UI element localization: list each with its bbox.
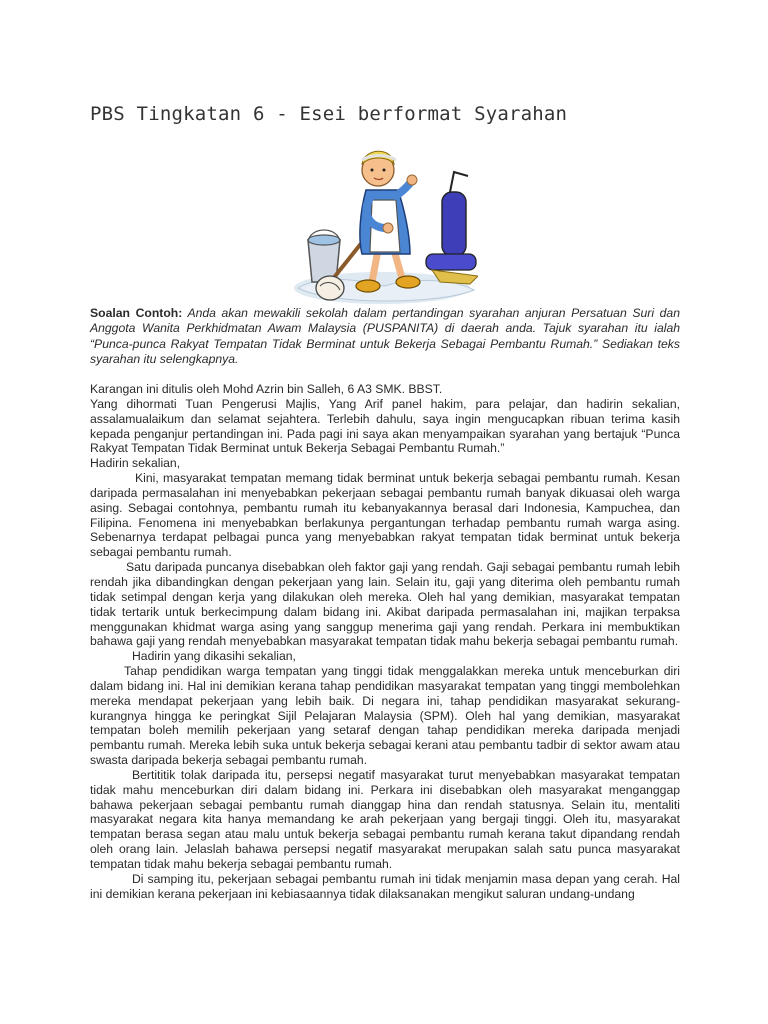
paragraph-greeting: Yang dihormati Tuan Pengerusi Majlis, Yang Arif panel hakim, para pelajar, dan hadirin sekalian, assalamualaikum dan selamat sejahtera. Terlebih dahulu, saya ingin mengucapkan ribuan terima kasih kepada penganjur pertandingan ini. Pada pagi ini saya akan menyampaikan syarahan yang bertajuk “Punca Rakyat Tempatan Tidak Berminat untuk Bekerja Sebagai Pembantu Rumah.” (90, 396, 680, 456)
question-block (90, 306, 680, 368)
question-label: Soalan Contoh: (90, 306, 183, 320)
paragraph-perception: Bertititik tolak daripada itu, persepsi negatif masyarakat turut menyebabkan masyarakat tempatan tidak mahu menceburkan diri dalam bidang ini. Perkara ini disebabkan oleh masyarakat menganggap bahawa pekerjaan sebagai pembantu rumah dianggap hina dan rendah statusnya. Selain itu, mentaliti masyarakat negara kita hanya memandang ke arah pekerjaan yang bergaji tinggi. Oleh itu, masyarakat tempatan berasa segan atau malu untuk bekerja sebagai pembantu rumah kerana takut dipandang rendah oleh orang lain. Jelaslah bahawa persepsi negatif masyarakat merupakan salah satu punca masyarakat tempatan tidak mahu bekerja sebagai pembantu rumah. (90, 767, 680, 871)
paragraph-address-2: Hadirin yang dikasihi sekalian, (132, 649, 296, 664)
paragraph-address: Hadirin sekalian, (90, 456, 181, 471)
paragraph-future: Di samping itu, pekerjaan sebagai pembantu rumah ini tidak menjamin masa depan yang cerah. Hal ini demikian kerana pekerjaan ini kebiasaannya tidak dilaksanakan mengikut saluran undang-undang (90, 871, 680, 901)
page-title: PBS Tingkatan 6 - Esei berformat Syarahan (90, 103, 568, 125)
cleaning-maid-illustration-icon (292, 142, 478, 310)
paragraph-education: Tahap pendidikan warga tempatan yang tinggi tidak menggalakkan mereka untuk menceburkan diri dalam bidang ini. Hal ini demikian kerana tahap pendidikan masyarakat tempatan yang tinggi membolehkan mereka mendapat pekerjaan yang lebih baik. Di negara ini, tahap pendidikan masyarakat sekurang-kurangnya hingga ke peringkat Sijil Pelajaran Malaysia (SPM). Oleh hal yang demikian, masyarakat tempatan boleh memilih pekerjaan yang setaraf dengan tahap pendidikan mereka daripada menjadi pembantu rumah. Mereka lebih suka untuk bekerja sebagai kerani atau pembantu tadbir di sektor awam atau swasta daripada bekerja sebagai pembantu rumah. (90, 664, 680, 768)
essay-body (90, 382, 680, 902)
question-text: Anda akan mewakili sekolah dalam pertandingan syarahan anjuran Persatuan Suri dan Anggota Wanita Perkhidmatan Awam Malaysia (PUSPANITA) di daerah anda. Tajuk syarahan itu ialah “Punca-punca Rakyat Tempatan Tidak Berminat untuk Bekerja Sebagai Pembantu Rumah.” Sediakan teks syarahan itu selengkapnya. (90, 306, 680, 367)
paragraph-salary: Satu daripada puncanya disebabkan oleh faktor gaji yang rendah. Gaji sebagai pembantu rumah lebih rendah jika dibandingkan dengan pekerjaan yang lain. Selain itu, gaji yang diterima oleh pembantu rumah tidak setimpal dengan kerja yang dilakukan oleh mereka. Oleh hal yang demikian, masyarakat tempatan tidak tertarik untuk berkecimpung dalam bidang ini. Akibat daripada permasalahan ini, majikan terpaksa menggunakan khidmat warga asing yang sanggup menerima gaji yang rendah. Perkara ini membuktikan bahawa gaji yang rendah menyebabkan masyarakat tempatan tidak mahu bekerja sebagai pembantu rumah. (90, 560, 680, 649)
paragraph-intro: Kini, masyarakat tempatan memang tidak berminat untuk bekerja sebagai pembantu rumah. Kesan daripada permasalahan ini menyebabkan pekerjaan sebagai pembantu rumah banyak dikuasai oleh warga asing. Sebagai contohnya, pembantu rumah itu kebanyakannya berasal dari Indonesia, Kampuchea, dan Filipina. Fenomena ini menyebabkan berlakunya pergantungan terhadap pembantu rumah warga asing. Sebenarnya terdapat pelbagai punca yang menyebabkan rakyat tempatan tidak berminat untuk bekerja sebagai pembantu rumah. (90, 471, 680, 560)
paragraph-author: Karangan ini ditulis oleh Mohd Azrin bin Salleh, 6 A3 SMK. BBST. (90, 382, 443, 396)
